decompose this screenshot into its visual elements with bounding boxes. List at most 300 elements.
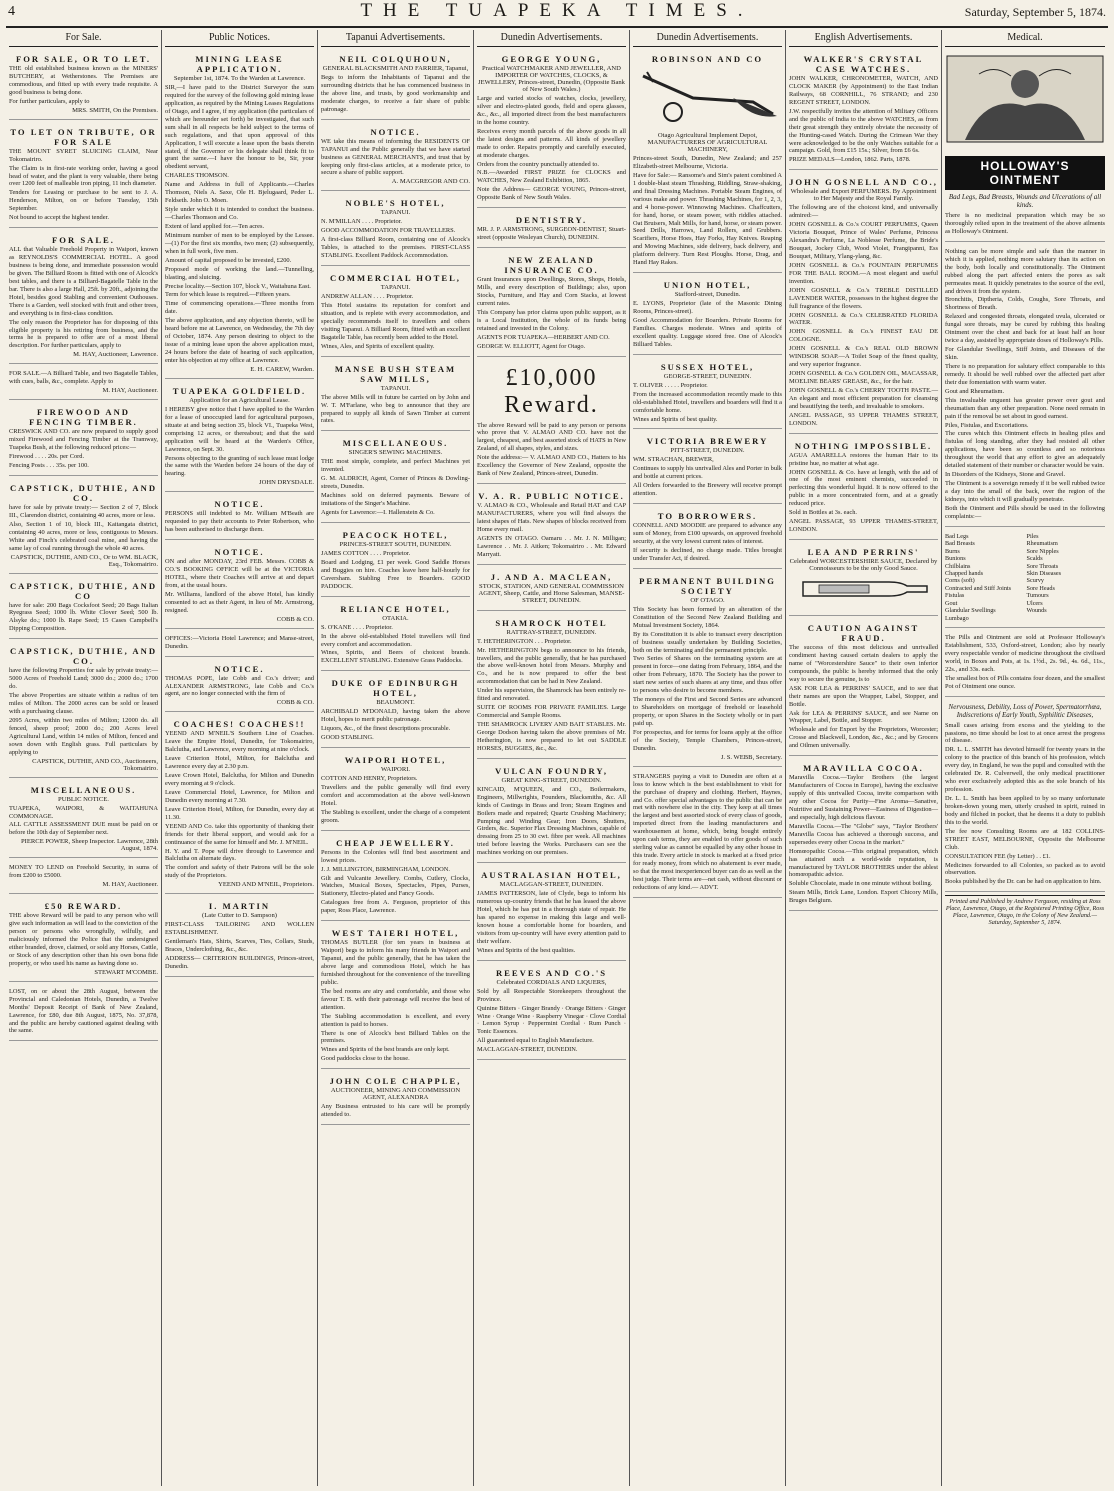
- list-item: Skin Diseases: [1026, 569, 1062, 577]
- advertisement: [321, 834, 470, 922]
- ad-subtitle: September 1st, 1874. To the Warden at Lawrence.: [173, 75, 306, 82]
- advertisement: [321, 50, 470, 120]
- ad-paragraph: Good paddocks close to the house.: [321, 1055, 410, 1063]
- ad-paragraph: There is one of Alcock's best Billiard Tables on the premises.: [321, 1029, 470, 1045]
- ad-paragraph: GOOD ACCOMMODATION FOR TRAVELLERS.: [321, 227, 456, 235]
- ad-title: CAUTION AGAINST FRAUD.: [807, 623, 920, 643]
- ad-signature: STEWART M'COMBE.: [94, 968, 158, 976]
- ad-signature: CAPSTICK, DUTHIE, AND CO., Auctioneers, Tokomairiro.: [32, 757, 158, 772]
- column-3: [318, 30, 474, 1486]
- ad-paragraph: GEORGE W. ELLIOTT, Agent for Otago.: [477, 342, 586, 350]
- ad-paragraph: JOHN GOSNELL & Co.'s FOUNTAIN PERFUMES FOR THE BALL ROOM.—A most elegant and useful invention.: [789, 261, 938, 285]
- ad-subtitle: RATTRAY-STREET, DUNEDIN.: [506, 628, 597, 636]
- ad-paragraph: THE most simple, complete, and perfect Machines yet invented.: [321, 458, 470, 474]
- ad-title: REEVES AND CO.'S: [495, 967, 608, 978]
- ad-subtitle: AUCTIONEER, MINING AND COMMISSION AGENT, ALEXANDRA: [330, 1087, 461, 1102]
- ad-paragraph: In Disorders of the Kidneys, Stone and Gravel.: [945, 471, 1066, 479]
- ad-paragraph: J.W. respectfully invites the attention of Military Officers and the public of India to the above WATCHES, as from their great strength they entirely obviate the necessity of the Hunting-cased Watch. During the Crimean War they were acknowledged to be the only Watches suitable for a campaign. Gold, from £15 15s.; Silver, from £6 6s.: [789, 107, 938, 155]
- ad-title: CAPSTICK, DUTHIE, AND CO.: [9, 482, 158, 503]
- ad-title: J. AND A. MACLEAN,: [490, 571, 613, 582]
- ad-paragraph: WM. STRACHAN, BREWER,: [633, 456, 714, 464]
- ad-signature: M. HAY, Auctioneer.: [102, 881, 158, 889]
- ad-paragraph: The Stabling is excellent, under the charge of a competent groom.: [321, 808, 470, 824]
- ad-paragraph: Begs to inform the Inhabitants of Tapanui and the surrounding districts that he has commenced business in the above line, and trusts, by good workmanship and moderate charges, to receive a fair share of public patronage.: [321, 74, 470, 113]
- ad-paragraph: The Stabling accommodation is excellent, and every attention is paid to horses.: [321, 1012, 470, 1028]
- ad-title: PEACOCK HOTEL,: [342, 529, 449, 540]
- advertisement: [9, 985, 158, 1042]
- advertisement: [165, 632, 314, 657]
- ad-title: MARAVILLA COCOA.: [803, 763, 924, 774]
- ad-paragraph: THOMAS POPE, late Cobb and Co.'s driver; and ALEXANDER ARMSTRONG, late Cobb and Co.'s agent, are no longer connected with the firm of: [165, 674, 314, 698]
- ad-paragraph: Receives every month parcels of the above goods in all the latest designs and patterns. All kinds of jewellery made to order. Repairs promptly and carefully executed, at moderate charges.: [477, 127, 626, 159]
- ad-paragraph: In the above old-established Hotel travellers will find every comfort and accommodation.: [321, 632, 470, 648]
- advertisement: [9, 231, 158, 364]
- ad-paragraph: Board and Lodging, £1 per week. Good Saddle Horses and Buggies on hire. Coaches leave here half-hourly for Caversham. Stabling Free to Boarders. GOOD PADDOCK.: [321, 558, 470, 590]
- ad-title: NOTICE.: [370, 126, 421, 137]
- ad-signature: MRS. SMITH, On the Premises.: [72, 106, 158, 114]
- ad-paragraph: Bronchitis, Diptheria, Colds, Coughs, Sore Throats, and Shortness of Breath.: [945, 296, 1105, 312]
- ad-paragraph: JOHN GOSNELL & Co. have at length, with the aid of one of the most eminent chemists, succeeded in perfecting this wonderful liquid. It is now offered to the public in a more concentrated form, and at a greatly reduced price.: [789, 468, 938, 508]
- ad-paragraph: MR. J. P. ARMSTRONG, SURGEON-DENTIST, Stuart-street (opposite Wesleyan Church), DUNEDIN.: [477, 226, 626, 242]
- ad-paragraph: This invaluable unguent has greater power over gout and rheumatism than any other preparation. None need remain in pain if the removal be set about in good earnest.: [945, 396, 1105, 420]
- ad-paragraph: have the following Properties for sale by private treaty:— 5000 Acres of Freehold Land; 3000 do.; 2000 do.; 1700 do.: [9, 667, 158, 691]
- ad-signature: COBB & CO.: [276, 699, 314, 707]
- ad-paragraph: Leave Criterion Hotel, Milton, for Balclutha and Lawrence every day at 2.30 p.m.: [165, 755, 314, 771]
- ad-paragraph: JOHN GOSNELL & Co.'s CELEBRATED FLORIDA WATER.: [789, 311, 938, 327]
- advertisement: [945, 530, 1105, 628]
- advertisement: [789, 759, 938, 911]
- advertisement: [321, 526, 470, 597]
- column-heading: For Sale.: [9, 30, 158, 47]
- ad-signature: E. H. CAREW, Warden.: [250, 365, 314, 373]
- ad-title: UNION HOTEL,: [663, 280, 752, 291]
- advertisement: [9, 781, 158, 859]
- ad-paragraph: By its Constitution it is able to transact every description of business usually undertaken by Building Societies, both on the terminating and the permanent principle.: [633, 630, 782, 654]
- ad-title: MISCELLANEOUS.: [30, 784, 137, 795]
- ad-paragraph: SIR,—I have paid to the District Surveyor the sum required for the survey of the following gold mining lease application, as required by the Mining Leases Regulations of Otago, and I agree, if my application (the particulars of which are hereunder set forth) be investigated, that such sum shall in all respects be held subject to the terms of such regulations, and that upon approval of this Application, I will execute a lease upon the basis therein stated, if the Governor or his delegate shall think fit to grant the same.—I have the honour to be, Sir, your obedient servant,: [165, 84, 314, 171]
- ad-title: LEA AND PERRINS': [807, 547, 920, 557]
- ad-paragraph: 2095 Acres, within two miles of Milton; 12000 do. all fenced, sheep proof; 2000 do.; 200 Acres level Agricultural Land, within 14 miles of Milton, fenced and sown down with English grass. Full particulars by applying to: [9, 716, 158, 756]
- ad-subtitle: Stafford-street, Dunedin.: [674, 291, 741, 299]
- ad-paragraph: FOR SALE.—A Billiard Table, and two Bagatelle Tables, with cues, balls, &c., complete. Apply to: [9, 370, 158, 386]
- ad-paragraph: Quinine Bitters · Ginger Brandy · Orange Bitters · Ginger Wine · Orange Wine · Raspberry Vinegar · Clove Cordial · Lemon Syrup · Peppermint Cordial · Rum Punch · Tonic Essences.: [477, 1004, 626, 1036]
- list-item: Scalds: [1026, 555, 1043, 563]
- ad-paragraph: Grant Insurances upon Dwellings, Stores, Shops, Hotels, Mills, and every description of Buildings; also, upon Stocks, Furniture, and Hay and Corn Stacks, at lowest current rates.: [477, 276, 626, 307]
- ad-paragraph: ANDREW ALLAN . . . . Proprietor.: [321, 293, 414, 301]
- advertisement: [165, 50, 314, 379]
- ad-signature: M. HAY, Auctioneer.: [102, 387, 158, 395]
- ad-paragraph: WE take this means of informing the RESIDENTS OF TAPANUI and the Public generally that we have started business as GENERAL MERCHANTS, and trust that by keeping only first-class articles, at a moderate price, to secure a share of public support.: [321, 137, 470, 177]
- advertisement: [477, 762, 626, 863]
- ad-paragraph: Good Accommodation for Boarders. Private Rooms for Families. Charges moderate. Wines and spirits of excellent quality. Luggage stored free. One of Alcock's Billiard Tables.: [633, 317, 782, 348]
- ad-paragraph: AGENTS IN OTAGO. Oamaru . . Mr. J. N. Milligan; Lawrence . . Mr. J. Aitken; Tokomairiro . . Mr. Edward Marryatt.: [477, 534, 626, 558]
- ad-subtitle: STOCK, STATION, AND GENERAL COMMISSION AGENT, Sheep, Cattle, and Horse Salesman, MANSE-STREET, DUNEDIN.: [478, 582, 625, 604]
- column-5: [630, 30, 786, 1486]
- ad-subtitle: SINGER'S SEWING MACHINES.: [348, 449, 443, 457]
- ad-title: NEIL COLQUHOUN,: [339, 54, 452, 64]
- ad-paragraph: YEEND AND Co. take this opportunity of thanking their friends for their liberal support, and would ask for a continuance of the same for himself and Mr. J. M'NEIL.: [165, 822, 314, 846]
- ad-title: SHAMROCK HOTEL: [495, 617, 608, 628]
- ad-signature: JOHN DRYSDALE.: [259, 479, 314, 487]
- advertisement: [789, 50, 938, 170]
- ad-title: NEW ZEALAND INSURANCE CO.: [504, 255, 599, 276]
- ad-paragraph: N.B.—Awarded FIRST PRIZE for CLOCKS and WATCHES, New Zealand Exhibition, 1865.: [477, 169, 626, 185]
- ad-paragraph: JOHN GOSNELL & Co.'s COURT PERFUMES, Queen Victoria Bouquet, Prince of Wales' Perfume, Princess Alexandra's Perfume, La Noblesse Perfume, the Bride's Bouquet, Jockey Club, Wood Violet, Frangipanni, Ess Bouquet, Military, Ylang-ylang, &c.: [789, 221, 938, 260]
- ad-paragraph: The moneys of the First and Second Series are advanced to Shareholders on mortgage of freehold or leasehold property, or upon Shares in the Society wholly or in part paid up.: [633, 696, 782, 727]
- ad-paragraph: Orders from the country punctually attended to.: [477, 160, 599, 168]
- ad-paragraph: PERSONS still indebted to Mr. William M'Beath are requested to pay their accounts to Peter Robertson, who has been authorised to discharge them.: [165, 510, 314, 534]
- advertisement: [321, 674, 470, 748]
- ad-paragraph: Wines and Spirits of the best qualities.: [477, 946, 576, 954]
- ad-subtitle: MACLAGGAN-STREET, DUNEDIN.: [499, 881, 604, 889]
- ad-paragraph: ASK FOR LEA & PERRINS' SAUCE, and to see that their names are upon the Wrapper, Label, Stopper, and Bottle.: [789, 684, 938, 708]
- ad-paragraph: JOHN GOSNELL & Co.'s CHERRY TOOTH PASTE.—An elegant and most efficient preparation for cleansing and beautifying the teeth, and invaluable to smokers.: [789, 386, 938, 410]
- ad-paragraph: Mr. HETHERINGTON begs to announce to his friends, travellers, and the public generally, that he has purchased the above well-known hotel from Messrs. Murphy and Co., and he is now prepared to offer the best accommodation that can be had in New Zealand.: [477, 646, 626, 686]
- advertisement: [477, 614, 626, 759]
- ad-paragraph: JAMES COTTON . . . . Proprietor.: [321, 549, 411, 557]
- ad-paragraph: Liquors, &c., of the finest descriptions procurable.: [321, 725, 451, 733]
- list-item: Chilblains: [945, 562, 971, 570]
- list-item: Fistulas: [945, 592, 965, 600]
- ad-paragraph: THE above Reward will be paid to any person who will give such information as will lead to the conviction of the person or persons who wrongfully, wilfully, and maliciously informed the Police that the undersigned either branded, drove, claimed, or sold any Horses, Cattle, or Stock of any description other than his own bona fide property, or who used his name as having done so.: [9, 912, 158, 967]
- issue-date: Saturday, September 5, 1874.: [964, 5, 1106, 19]
- ad-paragraph: Proposed mode of working the land.—Tunnelling, blasting, and sluicing.: [165, 265, 314, 281]
- ad-paragraph: Persons in the Colonies will find best assortment and lowest prices.: [321, 848, 470, 864]
- column-heading: Dunedin Advertisements.: [633, 30, 782, 47]
- ad-paragraph: There is no preparation for salutary effect comparable to this remedy. It should be well rubbed over the affected part after their due fomentation with warm water.: [945, 362, 1105, 386]
- ad-paragraph: Fencing Posts . . . 35s. per 100.: [9, 461, 89, 469]
- ad-title: MINING LEASE APPLICATION.: [195, 54, 284, 74]
- advertisement: [9, 642, 158, 777]
- advertisement: [789, 437, 938, 540]
- advertisement: [789, 173, 938, 433]
- ad-title: ROBINSON AND CO: [651, 54, 764, 64]
- ad-paragraph: If security is declined, no charge made. Titles brought under Transfer Act, if desired.: [633, 546, 782, 562]
- plough-illustration: [633, 68, 783, 124]
- ad-paragraph: Princes-street South, Dunedin, New Zealand; and 257 Elizabeth-street Melbourne, Victoria.: [633, 155, 782, 170]
- ad-paragraph: GOOD STABLING.: [321, 734, 374, 742]
- ad-paragraph: Large and varied stocks of watches, clocks, jewellery, silver and electro-plated goods, field and opera glasses, &c., &c., all imported direct from the best manufacturers in the home country.: [477, 95, 626, 126]
- ad-paragraph: CONNELL AND MOODIE are prepared to advance any sum of Money, from £100 upwards, on approved freehold security, at the very lowest current rates of interest.: [633, 522, 782, 545]
- newspaper-title: THE TUAPEKA TIMES.: [360, 0, 754, 21]
- ad-paragraph: Time of commencing operations.—Three months from date.: [165, 300, 314, 316]
- ad-paragraph: THOMAS BUTLER (for ten years in business at Waipori) begs to inform his many friends in Waipori and Tapanui, and the public generally, that he has taken the above large and commodious Hotel, which he has furnished throughout for the convenience of the travelling public.: [321, 939, 470, 986]
- ad-signature: COBB & CO.: [276, 615, 314, 623]
- ad-paragraph: The fee now Consulting Rooms are at 182 COLLINS-STREET EAST, MELBOURNE, Opposite the Melbourne Club.: [945, 827, 1105, 851]
- advertisement: [321, 751, 470, 831]
- ad-paragraph: E. LYONS, Proprietor (late of the Masonic Dining Rooms, Princes-street).: [633, 300, 782, 316]
- ad-paragraph: For prospectus, and for terms for loans apply at the office of the Society, Temple Chambers, Princes-street, Dunedin.: [633, 728, 782, 752]
- advertisement: [321, 924, 470, 1069]
- ad-paragraph: H. Y. and T. Pope will drive through to Lawrence and Balclutha on alternate days.: [165, 847, 314, 863]
- ad-paragraph: Dr. L. L. Smith has been applied to by so many unfortunate broken-down young men, utterly crushed in spirit, ruined in body and filched in pocket, that he deems it a duty to publish this to the world.: [945, 795, 1105, 826]
- ad-title: VULCAN FOUNDRY,: [495, 765, 608, 776]
- ad-paragraph: From the increased accommodation recently made to this old-established Hotel, travellers and boarders will find it a comfortable home.: [633, 390, 782, 414]
- ad-paragraph: Piles, Fistulas, and Excoriations.: [945, 421, 1029, 429]
- ad-title: £10,000 Reward.: [504, 364, 599, 418]
- advertisement: [321, 434, 470, 523]
- ad-paragraph: Gout and Rheumatism.: [945, 387, 1005, 395]
- ad-title: MANSE BUSH STEAM SAW MILLS,: [334, 363, 457, 384]
- list-item: Ulcers: [1026, 599, 1043, 607]
- ad-paragraph: Mr. Williams, landlord of the above Hotel, has kindly consented to act as their Agent, in lieu of Mr. Armstrong, resigned.: [165, 590, 314, 614]
- ad-title: COACHES! COACHES!!: [173, 719, 306, 730]
- ad-paragraph: have for sale by private treaty:— Section 2 of 7, Block III., Clarendon district, containing 40 acres, more or less.: [9, 503, 158, 519]
- ad-title: WALKER'S CRYSTAL CASE WATCHES.: [803, 54, 924, 74]
- advertisement: [321, 600, 470, 672]
- ad-paragraph: THE SHAMROCK LIVERY AND BAIT STABLES. Mr. George Dodson having taken the above premises of Mr. Hetherington, is now prepared to let out SADDLE HORSES, BUGGIES, &c., &c.: [477, 721, 626, 752]
- ad-paragraph: JOHN WALKER, CHRONOMETER, WATCH, AND CLOCK MAKER (by Appointment) to the East Indian Railways, 68 CORNHILL, 76 STRAND; and 230 REGENT STREET, LONDON.: [789, 75, 938, 106]
- columns-container: [6, 30, 1108, 1486]
- list-item: Sore Heads: [1026, 584, 1055, 592]
- ad-paragraph: The comfort and safety of their Patrons will be the sole study of the Proprietors.: [165, 864, 314, 880]
- ad-paragraph: I HEREBY give notice that I have applied to the Warden for a lease of unoccupied land for agricultural purposes, situate at and being section 35, block VI., Tuapeka West, comprising 12 acres, or thereabout; and that the said application will be heard at the Warden's Office, Lawrence, on Sept. 30.: [165, 405, 314, 453]
- advertisement: [165, 660, 314, 713]
- sauce-bottle-icon: [789, 576, 939, 602]
- advertisement: [9, 403, 158, 476]
- ad-paragraph: KINCAID, M'QUEEN, and CO., Boilermakers, Engineers, Millwrights, Founders, Blacksmiths, &c. All kinds of Castings in Brass and Iron; Steam Engines and Boilers made and repaired; Quartz Crushing Machinery; Pumping and Winding Gear; Iron Doors, Shutters, Girders, &c. Superior Flax Dressing Machines, capable of dressing from 25 to 30 cwt. fibre per week. All machines tried before leaving the Works. Purchasers can see the machines working on our premises.: [477, 785, 626, 857]
- ad-paragraph: JAMES PATTERSON, late of Clyde, begs to inform his numerous up-country friends that he has leased the above Hotel, which he has put in a thorough state of repair. He has spared no expense in making this large and well-known house a comfortable home for boarders, and visitors from up-country will have every attention paid to their welfare.: [477, 890, 626, 945]
- advertisement: [321, 123, 470, 192]
- ad-paragraph: Also, Section 1 of 10, block III., Kaitangata district, containing 40 acres, more or less, contiguous to Messrs. White and Finch's celebrated coal mine, and having the same lay of coal running through the whole 40 acres.: [9, 520, 158, 552]
- column-2: [162, 30, 318, 1486]
- list-item: Tumours: [1026, 592, 1049, 600]
- list-item: Contracted and Stiff Joints: [945, 584, 1012, 592]
- ad-paragraph: ALL that Valuable Freehold Property in Waipori, known as REYNOLDS'S COMMERCIAL HOTEL. A good business is being done, and immediate possession would be given. The Billiard Room is fitted with one of Alcock's best tables, and there is a Billiard-Bagatelle Table in the bar. There is also a large Hall, 25ft. by 20ft., adjoining the Hotel, besides good Stabling and convenient Outhouses. There is a Garden, well stocked with fruit and other trees, and everything is in first-class condition.: [9, 246, 158, 317]
- list-item: Burns: [945, 547, 960, 555]
- advertisement: [9, 367, 158, 400]
- ad-signature: A. MACGREGOR AND CO.: [391, 178, 470, 186]
- ad-paragraph: Term for which lease is required.—Fifteen years.: [165, 291, 291, 299]
- ad-paragraph: This Company has prior claims upon public support, as it is a Local Institution, the whole of its funds being retained and invested in the Colony.: [477, 308, 626, 332]
- ad-paragraph: Name and Address in full of Applicants.—Charles Thomson, Niels A. Saxe, Ole H. Bjelugaard, Peder L. Feldseth. John O. Moen.: [165, 181, 314, 205]
- ad-paragraph: For further particulars, apply to: [9, 97, 90, 105]
- ad-subtitle: OTAKIA.: [382, 614, 409, 622]
- ad-subtitle: TAPANUI.: [380, 284, 411, 292]
- ad-signature: CAPSTICK, DUTHIE, AND CO., Or to WM. BLACK, Esq., Tokomairiro.: [10, 553, 158, 568]
- ad-paragraph: Agents for Lawrence:—I. Hallenstein & Co.: [321, 509, 435, 516]
- ad-paragraph: Steam Mills, Brick Lane, London. Export Chicory Mills, Bruges Belgium.: [789, 889, 938, 905]
- ad-paragraph: Gilt and Vulcanite Jewellery. Combs, Cutlery, Clocks, Watches, Musical Boxes, Spectacles, Pipes, Purses, Stationery, Electro-plated and Fancy Goods.: [321, 874, 470, 898]
- complaint-list: [945, 533, 1105, 622]
- ad-title: AUSTRALASIAN HOTEL,: [481, 870, 622, 881]
- ad-paragraph: COTTON AND HENRY, Proprietors.: [321, 775, 418, 783]
- ad-paragraph: ARCHIBALD M'DONALD, having taken the above Hotel, hopes to merit public patronage.: [321, 708, 470, 724]
- ad-paragraph: The following are of the choicest kind, and universally admired:—: [789, 204, 938, 220]
- advertisement: [165, 897, 314, 977]
- ad-paragraph: Travellers and the public generally will find every comfort and accommodation at the above well-known Hotel.: [321, 784, 470, 807]
- ad-title: CAPSTICK, DUTHIE, AND CO.: [9, 646, 158, 667]
- list-item: Glandular Swellings: [945, 607, 996, 615]
- ad-paragraph: Sold by all Respectable Storekeepers throughout the Province.: [477, 987, 626, 1003]
- ad-title: NOTHING IMPOSSIBLE.: [794, 440, 933, 451]
- ad-title: JOHN COLE CHAPPLE,: [329, 1076, 462, 1087]
- ad-title: CHEAP JEWELLERY.: [336, 837, 455, 848]
- column-4: [474, 30, 630, 1486]
- ad-paragraph: T. HETHERINGTON . . . Proprietor.: [477, 637, 572, 645]
- ad-paragraph: ADDRESS— CRITERION BUILDINGS, Princes-street, Dunedin.: [165, 955, 314, 970]
- ad-paragraph: This Hotel sustains its reputation for comfort and situation, and is replete with every accommodation, and specially recommends itself to travellers and others visiting Tapanui. A Billiard Room, fitted with an excellent Bagatelle Table, has recently been added to the Hotel.: [321, 302, 470, 341]
- ad-signature: YEEND AND M'NEIL, Proprietors.: [218, 881, 314, 889]
- ad-paragraph: Both the Ointment and Pills should be used in the following complaints:—: [945, 504, 1105, 520]
- ad-paragraph: Leave Crown Hotel, Balclutha, for Milton and Dunedin every morning at 9 o'clock.: [165, 772, 314, 787]
- ad-paragraph: Extent of land applied for.—Ten acres.: [165, 222, 265, 230]
- advertisement: [477, 487, 626, 565]
- ad-paragraph: Not bound to accept the highest tender.: [9, 214, 109, 222]
- list-item: Lumbago: [945, 614, 969, 622]
- ad-title: WEST TAIERI HOTEL,: [331, 928, 460, 939]
- ad-paragraph: CRESWICK AND CO. are now prepared to supply good mixed Firewood and Fencing Timber at the Tramway, Tuapeka Bush, at the following reduced prices:—: [9, 428, 158, 452]
- ad-subtitle: Application for an Agricultural Lease.: [189, 396, 290, 404]
- ad-subtitle: Otago Agricultural Implement Depot, MANUFACTURERS OF AGRICULTURAL MACHINERY,: [647, 132, 768, 153]
- ad-paragraph: LOST, on or about the 28th August, between the Provincial and Caledonian Hotels, Dunedin, a Twelve Months' Deposit Receipt of Bank of New Zealand, Lawrence, for £80, due 8th August, 1875, No. 37,878, and the public are hereby cautioned against dealing with the same.: [9, 987, 158, 1035]
- ad-paragraph: The above Properties are situate within a radius of ten miles of Milton. The 2000 acres can be sold or leased with a purchasing clause.: [9, 692, 158, 715]
- ad-title: TUAPEKA GOLDFIELD.: [172, 385, 307, 396]
- ad-paragraph: SUITE OF ROOMS FOR PRIVATE FAMILIES. Large Commercial and Sample Rooms.: [477, 704, 626, 720]
- column-6: [786, 30, 942, 1486]
- ad-subtitle: Celebrated CORDIALS AND LIQUERS,: [496, 978, 607, 986]
- advertisement: [321, 1072, 470, 1125]
- ad-subtitle: TAPANUI.: [380, 384, 411, 392]
- ad-title: WAIPORI HOTEL,: [344, 755, 447, 766]
- ad-paragraph: Firewood . . . . 20s. per Cord.: [9, 453, 85, 460]
- column-heading: English Advertisements.: [789, 30, 938, 47]
- ad-paragraph: AGENTS FOR TUAPEKA—HERBERT AND CO.: [477, 333, 610, 341]
- ad-title: NOTICE.: [214, 499, 265, 510]
- ad-title: FOR SALE, OR TO LET.: [15, 54, 152, 64]
- ad-title: PERMANENT BUILDING SOCIETY: [639, 575, 776, 596]
- advertisement: [477, 251, 626, 356]
- advertisement: [633, 770, 782, 898]
- ad-paragraph: Gentleman's Hats, Shirts, Scarves, Ties, Collars, Studs, Braces, Underclothing, &c., &c.: [165, 938, 314, 954]
- advertisement: [945, 245, 1105, 527]
- list-item: Wounds: [1026, 607, 1047, 615]
- ad-italic-heading: Nervousness, Debility, Loss of Power, Spermatorrhœa, Indiscretions of Early Youth, Syphilitic Diseases,: [948, 702, 1102, 719]
- ad-title: NOBLE'S HOTEL,: [345, 198, 446, 209]
- ad-paragraph: T. OLIVER . . . . . Proprietor.: [633, 381, 708, 389]
- advertisement: [165, 715, 314, 894]
- ad-subtitle: (Late Cutter to D. Sampson): [202, 912, 277, 920]
- ad-paragraph: STRANGERS paying a visit to Dunedin are often at a loss to know which is the best establishment to visit for the purchase of drapery and clothing. Herbert, Haynes, and Co. offer special advantages to the public that can be met with nowhere else in the city. They keep at all times the largest and best assorted stock of every class of goods, imported direct from the leading manufacturers and warehousemen at home, which, being bought entirely upon cash terms, they are enabled to offer goods of such sterling value as cannot be equalled by any other house in this trade. Every article in stock is marked at a fixed price for ready money, from which no abatement is ever made, so that the most inexperienced buyer can do as well as the best judge. Their terms are—net cash, without discount or reductions of any kind.— ADVT.: [633, 772, 782, 891]
- ad-paragraph: N. M'MILLAN . . . . Proprietor.: [321, 218, 403, 226]
- ad-subtitle: Wholesale and Export PERFUMERS. By Appointment to Her Majesty and the Royal Family.: [790, 188, 937, 203]
- column-heading: Tapanui Advertisements.: [321, 30, 470, 47]
- ad-title: TO LET ON TRIBUTE, OR FOR SALE: [10, 126, 157, 147]
- ad-paragraph: ANGEL PASSAGE, 93 UPPER THAMES-STREET, LONDON.: [789, 518, 938, 534]
- ad-signature: J. S. WEBB, Secretary.: [720, 753, 782, 761]
- advertisement: [477, 964, 626, 1061]
- ad-title: NOTICE.: [214, 547, 265, 558]
- ad-paragraph: Catalogues free from A. Ferguson, proprietor of this paper, Ross Place, Lawrence.: [321, 899, 470, 915]
- advertisement: [633, 507, 782, 569]
- advertisement: [9, 897, 158, 982]
- ad-paragraph: Sold in Bottles at 3s. each.: [789, 509, 857, 517]
- advertisement: [321, 194, 470, 266]
- ad-paragraph: Small cases arising from excess and the yielding to the passions, no time should be lost to at once arrest the progress of disease.: [945, 721, 1105, 745]
- ad-paragraph: JOHN GOSNELL & Co.'s FINEST EAU DE COLOGNE.: [789, 328, 938, 344]
- ad-paragraph: Note the address:— V. ALMAO AND CO., Hatters to his Excellency the Governor of New Zealand, opposite the Bank of New Zealand, Princes-street, Dunedin.: [477, 454, 626, 478]
- ad-paragraph: Leave Commercial Hotel, Lawrence, for Milton and Dunedin every morning at 7.30.: [165, 788, 314, 804]
- ad-subtitle: GREAT KING-STREET, DUNEDIN.: [501, 776, 602, 784]
- ad-paragraph: JOHN GOSNELL & Co.'s REAL OLD BROWN WINDSOR SOAP.—A Toilet Soap of the finest quality, and very superior fragrance.: [789, 345, 938, 369]
- ad-title: £50 REWARD.: [44, 901, 123, 912]
- ad-paragraph: TUAPEKA, WAIPORI, & WAITAHUNA COMMONAGE.: [9, 804, 158, 820]
- ad-subtitle: WAIPORI.: [380, 766, 411, 774]
- ad-title: NOTICE.: [214, 663, 265, 674]
- ad-paragraph: Soluble Chocolate, made in one minute without boiling.: [789, 880, 933, 888]
- ad-paragraph: The Pills and Ointment are sold at Professor Holloway's Establishment, 533, Oxford-street, London; also by nearly every respectable vendor of medicine throughout the civilised world, in Boxes and Pots, at 1s. 1½d., 2s. 9d., 4s. 6d., 11s., 22s., and 33s. each.: [945, 634, 1105, 673]
- imprint-footer: Printed and Published by Andrew Ferguson, residing at Ross Place, Lawrence, Otago, at the Registered Printing Office, Ross Place, Lawrence, Otago, in the Colony of New Zealand.—Saturday, September 5, 1874.: [945, 895, 1105, 926]
- column-heading: Dunedin Advertisements.: [477, 30, 626, 47]
- advertisement: [945, 700, 1105, 893]
- ad-paragraph: Relaxed and congested throats, elongated uvula, ulcerated or fungal sore throats, may be cured by rubbing this healing Ointment over the chest and back for at least half an hour twice a day, assisted by appropriate doses of Holloway's Pills.: [945, 313, 1105, 345]
- ad-subtitle: GEORGE-STREET, DUNEDIN.: [663, 372, 752, 380]
- ad-paragraph: THE MOUNT SYRET SLUICING CLAIM, Near Tokomairiro.: [9, 147, 158, 163]
- advertisement: [789, 543, 938, 616]
- ad-paragraph: JOHN GOSNELL & Co.'s TREBLE DISTILLED LAVENDER WATER, possesses in the highest degree the full fragrance of the flowers.: [789, 286, 938, 310]
- column-7: [942, 30, 1108, 1486]
- ad-title: CAPSTICK, DUTHIE, AND CO: [9, 580, 158, 601]
- advertisement: [633, 276, 782, 355]
- ad-subtitle: OF OTAGO.: [690, 596, 725, 604]
- ad-paragraph: Ask for LEA & PERRINS' SAUCE, and see Name on Wrapper, Label, Bottle, and Stopper.: [789, 709, 938, 725]
- ad-paragraph: Style under which it is intended to conduct the business.—Charles Thomson and Co.: [165, 206, 314, 221]
- advertisement: [477, 50, 626, 208]
- ad-paragraph: Continues to supply his unrivalled Ales and Porter in bulk and bottle at current prices.: [633, 465, 782, 481]
- ad-paragraph: There is no medicinal preparation which may be so thoroughly relied upon in the treatment of the above ailments as Holloway's Ointment.: [945, 212, 1105, 235]
- advertisement: [165, 382, 314, 492]
- ad-paragraph: G. M. ALDRICH, Agent, Corner of Princes & Dowling-streets, Dunedin.: [321, 475, 470, 491]
- list-item: Bad Breasts: [945, 540, 975, 548]
- ad-title: JOHN GOSNELL AND CO.,: [789, 177, 938, 188]
- ad-paragraph: Two Series of Shares on the terminating system are at present in force—one dating from February, 1864, and the other from February, 1870. The Society has the power to start new series of such shares at any time, and thus offer to persons who desire to become members.: [633, 655, 783, 695]
- advertisement: [321, 360, 470, 432]
- ad-paragraph: The smallest box of Pills contains four dozen, and the smallest Pot of Ointment one ounce.: [945, 674, 1105, 690]
- advertisement: [9, 123, 158, 228]
- ad-title: RELIANCE HOTEL,: [340, 603, 451, 614]
- ad-title: MISCELLANEOUS.: [342, 438, 449, 449]
- ad-paragraph: Have for Sale:— Ransome's and Sim's patent combined A 1 double-blast steam Thrashing, Riddling, Straw-shaking, and final Dressing Machines. Portable Steam Engines, of various make and power. Thrashing Machines, for 1, 2, 3, and 4 horse-power. Winnowing Machines. Chaffcutters, for hand, horse, or steam power, with riddles attached. Oat Bruisers, Malt Mills, for hand, horse, or steam power. Seed Drills, Harrows, Land Rollers, and Grubbers. Scarifiers, Horse Hoes, Hay Forks, Hay Knives. Reaping and Mowing Machines, side delivery, back delivery, and platform delivery. Turn Rest Ploughs. Horse, Drag, and Hand Hay Rakes.: [633, 171, 782, 267]
- ad-paragraph: The Claim is in first-rate working order, having a good head of water, and the plant is very valuable, there being over 1200 feet of malleable iron piping, 11 inch diameter.: [9, 164, 158, 188]
- ad-paragraph: PRIZE MEDALS—London, 1862. Paris, 1878.: [789, 156, 911, 164]
- ad-paragraph: Leave Criterion Hotel, Milton, for Dunedin, every day at 11.30.: [165, 805, 314, 821]
- list-item: Bad Legs: [945, 532, 969, 540]
- ad-title: FIREWOOD AND FENCING TIMBER.: [29, 407, 138, 428]
- ad-paragraph: All guaranteed equal to English Manufacture.: [477, 1037, 594, 1045]
- ad-title: FOR SALE.: [52, 235, 115, 246]
- ad-paragraph: The above Reward will be paid to any person or persons who prove that V. ALMAO AND CO. have not the largest, cheapest, and best assorted stock of HATS in New Zealand, of all shapes, styles, and sizes.: [477, 421, 626, 453]
- ad-paragraph: The above application, and any objection thereto, will be heard before me at Lawrence, on Wednesday, the 7th day of October, 1874. Any person desiring to object to the issue of a mining lease upon the above application must, 24 hours before the date of hearing of such application, enter his objection at my office at Lawrence.: [165, 317, 314, 364]
- list-item: Rheumatism: [1026, 540, 1058, 548]
- ad-paragraph: Any Business entrusted to his care will be promptly attended to.: [321, 1103, 470, 1119]
- column-1: [6, 30, 162, 1486]
- ad-paragraph: The only reason the Proprietor has for disposing of this eligible property is his retiring from business, and the terms he is prepared to offer are of a most liberal description. For further particulars, apply to: [9, 318, 158, 350]
- column-heading: Public Notices.: [165, 30, 314, 47]
- ad-paragraph: YEEND AND M'NEIL'S Southern Line of Coaches. Leave the Empire Hotel, Dunedin, for Tokomairiro, Balclutha, and Lawrence, every morning at nine o'clock.: [165, 730, 314, 754]
- ad-paragraph: Wines, Ales, and Spirits of excellent quality.: [321, 342, 435, 350]
- ad-paragraph: Wines and Spirits of best quality.: [633, 415, 718, 423]
- advertisement: [633, 572, 782, 767]
- list-item: Sore Throats: [1026, 562, 1059, 570]
- ointment-banner: HOLLOWAY'S OINTMENT: [945, 156, 1105, 190]
- ad-paragraph: Precise locality.—Section 107, block V., Waitahuna East.: [165, 282, 311, 290]
- ad-paragraph: The Ointment is a sovereign remedy if it be well rubbed twice a day into the small of the back, over the region of the kidneys, into which it will gradually penetrate.: [945, 480, 1105, 503]
- advertisement: [9, 577, 158, 640]
- ad-paragraph: Maravilla Cocoa.—Taylor Brothers (the largest Manufacturers of Cocoa in Europe), having the exclusive supply of this unrivalled Cocoa, invite comparison with any other Cocoa for Purity—Fine Aroma—Sanative, Nutritive and Sustaining Power—Easiness of Digestion—and especially, high delicious flavour.: [789, 774, 938, 821]
- advertisement: [633, 358, 782, 430]
- ad-subtitle: PITT-STREET, DUNEDIN.: [670, 447, 745, 455]
- advertisement: [321, 269, 470, 357]
